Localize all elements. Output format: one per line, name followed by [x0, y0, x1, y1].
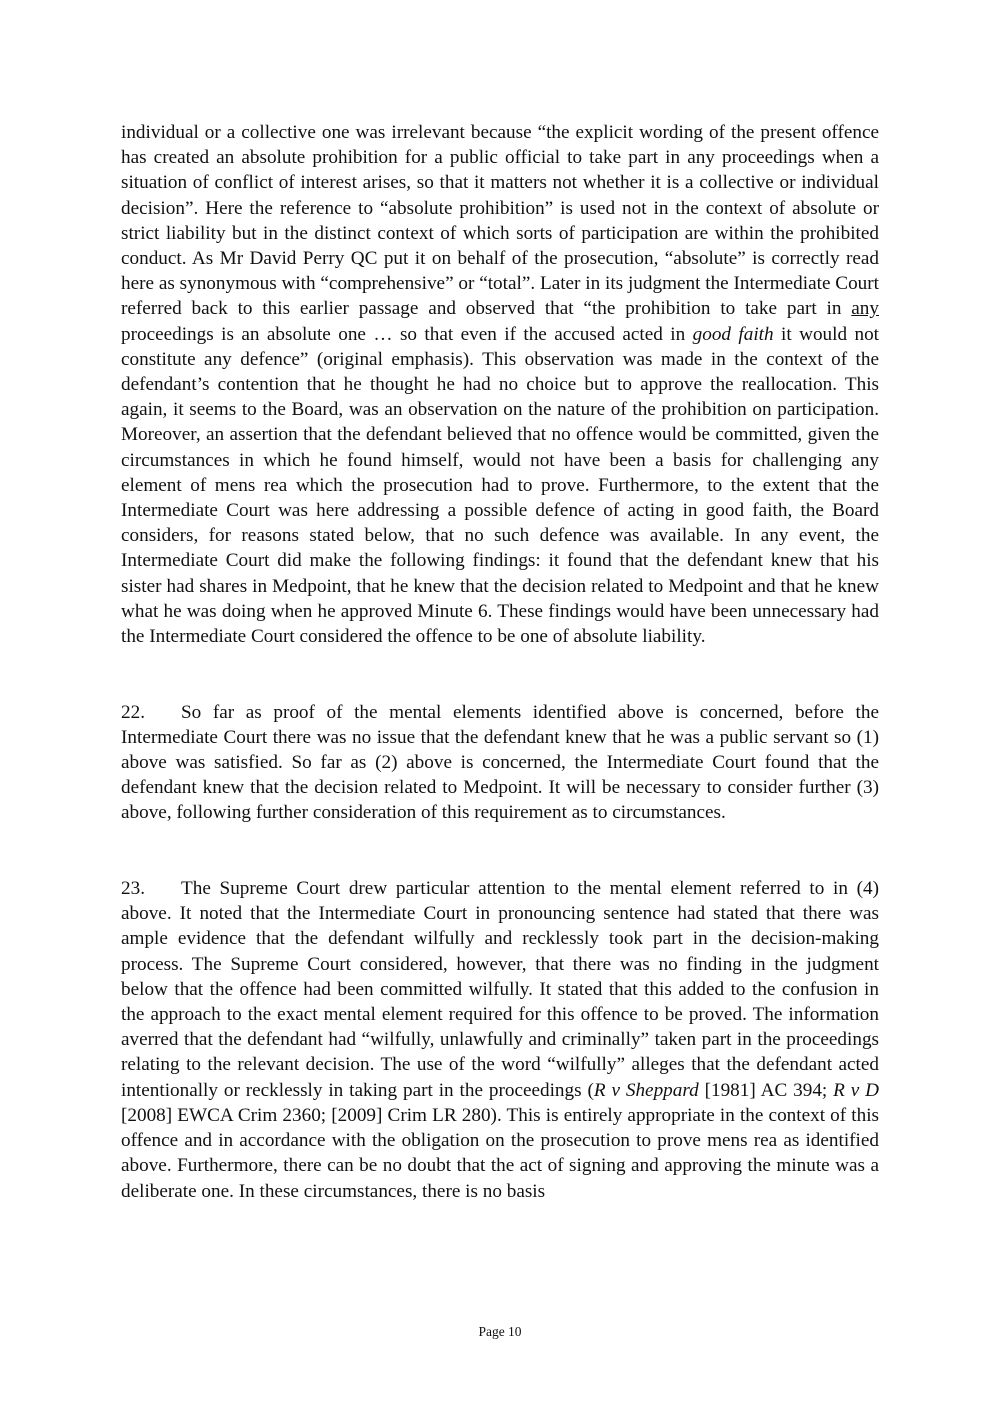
page-footer — [0, 1323, 1000, 1341]
paragraph-number: 23. — [121, 878, 145, 900]
page-number: Page 10 — [478, 1324, 522, 1339]
paragraph-22: 22. So far as proof of the mental elements identified above is concerned, before the Intermediate Court there was no issue that the defendant knew that he was a public servant so (1) above was satisfied. So far as (2) above is concerned, the Intermediate Court found that the defendant knew that the decision related to Medpoint. It will be necessary to consider further (3) above, following further consideration of this requirement as to circumstances. — [121, 701, 879, 824]
emphasis-italic: good faith — [692, 323, 774, 345]
paragraph-continuation: individual or a collective one was irrelevant because “the explicit wording of the present offence has created an absolute prohibition for a public official to take part in any proceedings when a situation of conflict of interest arises, so that it matters not whether it is a collective or individual decision”. Here the reference to “absolute prohibition” is used not in the context of absolute or strict liability but in the distinct context of which sorts of participation are within the prohibited conduct. As Mr David Perry QC put it on behalf of the prosecution, “absolute” is correctly read here as synonymous with “comprehensive” or “total”. Later in its judgment the Intermediate Court referred back to this earlier passage and observed that “the prohibition to take part in any proceedings is an absolute one … so that even if the accused acted in good faith it would not constitute any defence” (original emphasis). This observation was made in the context of the defendant’s contention that he thought he had no choice but to approve the reallocation. This again, it seems to the Board, was an observation on the nature of the prohibition on participation. Moreover, an assertion that the defendant believed that no offence would be committed, given the circumstances in which he found himself, would not have been a basis for challenging any element of mens rea which the prosecution had to prove. Furthermore, to the extent that the Intermediate Court was here addressing a possible defence of acting in good faith, the Board considers, for reasons stated below, that no such defence was available. In any event, the Intermediate Court did make the following findings: it found that the defendant knew that his sister had shares in Medpoint, that he knew that the decision related to Medpoint and that he knew what he was doing when he approved Minute 6. These findings would have been unnecessary had the Intermediate Court considered the offence to be one of absolute liability. — [121, 122, 880, 648]
case-name: R v Sheppard — [593, 1079, 699, 1101]
paragraph-23: 23. The Supreme Court drew particular attention to the mental element referred to in (4) above. It noted that the Intermediate Court in pronouncing sentence had stated that there was ample evidence that the defendant wilfully and recklessly took part in the decision-making process. The Supreme Court considered, however, that there was no finding in the judgment below that the offence had been committed wilfully. It stated that this added to the confusion in the approach to the exact mental element required for this offence to be proved. The information averred that the defendant had “wilfully, unlawfully and criminally” taken part in the proceedings relating to the relevant decision. The use of the word “wilfully” alleges that the defendant acted intentionally or recklessly in taking part in the proceedings (R v Sheppard [1981] AC 394; R v D [2008] EWCA Crim 2360; [2009] Crim LR 280). This is entirely appropriate in the context of this offence and in accordance with the obligation on the prosecution to prove mens rea as identified above. Furthermore, there can be no doubt that the act of signing and approving the minute was a deliberate one. In these circumstances, there is no basis — [121, 878, 880, 1202]
emphasis-underline: any — [851, 298, 879, 320]
paragraph-number: 22. — [121, 701, 145, 723]
case-name: R v D — [833, 1079, 880, 1101]
body-text — [121, 120, 879, 1204]
